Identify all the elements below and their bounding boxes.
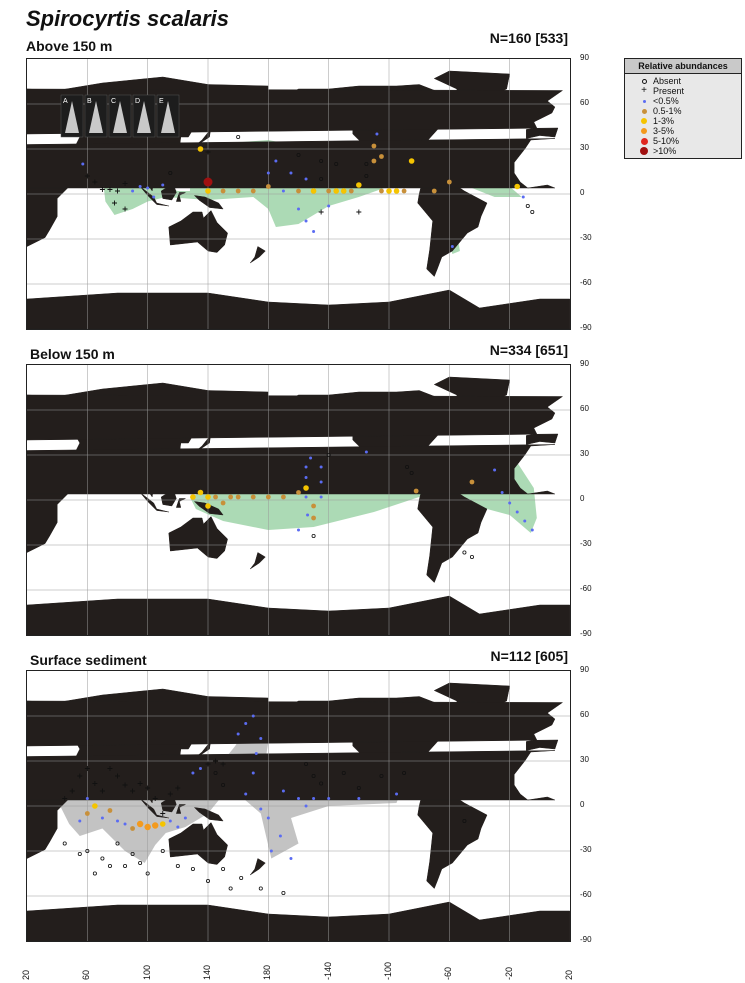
sample-abundance [333, 188, 339, 194]
lon-tick-label: 20 [564, 969, 574, 980]
sample-abundance [372, 144, 377, 149]
sample-abundance [152, 822, 158, 828]
lat-tick-label: 60 [580, 404, 589, 413]
dot-icon [639, 109, 649, 114]
map-surface-sediment [26, 670, 571, 942]
sample-abundance [289, 857, 292, 860]
sample-abundance [356, 182, 362, 188]
sample-abundance [447, 180, 452, 185]
sample-abundance [124, 823, 127, 826]
sample-abundance [279, 835, 282, 838]
lat-tick-label: -90 [580, 323, 592, 332]
sample-abundance [161, 184, 164, 187]
lon-tick-label: 140 [202, 964, 212, 980]
lat-tick-label: 30 [580, 449, 589, 458]
sample-abundance [305, 805, 308, 808]
sample-abundance [402, 189, 407, 194]
sample-abundance [303, 485, 309, 491]
dot-icon [639, 128, 649, 134]
specimen-label: E [159, 98, 164, 105]
sample-abundance [92, 803, 98, 809]
sample-abundance [267, 817, 270, 820]
sample-abundance [501, 491, 504, 494]
lon-tick-label: 180 [262, 964, 273, 980]
sample-abundance [451, 245, 454, 248]
sample-abundance [259, 808, 262, 811]
lat-tick-label: 30 [580, 755, 589, 764]
sample-abundance [236, 495, 241, 500]
sample-abundance [297, 529, 300, 532]
sample-abundance [252, 715, 255, 718]
dot-icon [639, 100, 649, 103]
sample-abundance [244, 793, 247, 796]
sample-abundance [326, 189, 331, 194]
dot-icon [639, 147, 649, 155]
sample-abundance [160, 821, 166, 827]
sample-abundance [470, 480, 475, 485]
sample-abundance [130, 826, 135, 831]
lon-tick-label: -20 [503, 966, 514, 980]
sample-abundance [493, 469, 496, 472]
sample-abundance [516, 511, 519, 514]
sample-abundance [131, 190, 134, 193]
sample-abundance [198, 146, 204, 152]
legend-item [625, 126, 741, 136]
lat-tick-label: 0 [580, 188, 585, 197]
lat-tick-label: 90 [580, 665, 589, 674]
lat-tick-label: -30 [580, 233, 592, 242]
sample-abundance [311, 516, 316, 521]
lat-tick-label: -30 [580, 539, 592, 548]
sample-abundance [152, 196, 155, 199]
lat-tick-label: -60 [580, 278, 592, 287]
sample-abundance [531, 529, 534, 532]
sample-abundance [297, 208, 300, 211]
sample-abundance [221, 501, 226, 506]
sample-abundance [327, 797, 330, 800]
sample-abundance [379, 154, 384, 159]
sample-abundance [169, 820, 172, 823]
sample-abundance [327, 205, 330, 208]
sample-abundance [199, 767, 202, 770]
sample-abundance [205, 494, 211, 500]
sample-abundance [190, 494, 196, 500]
sample-abundance [379, 189, 384, 194]
legend-item [625, 106, 741, 116]
lon-tick-label: 20 [21, 969, 31, 980]
sample-abundance [305, 496, 308, 499]
sample-abundance [228, 495, 233, 500]
sample-abundance [281, 495, 286, 500]
sample-abundance [267, 172, 270, 175]
sample-abundance [236, 189, 241, 194]
lon-tick-label: -60 [443, 966, 454, 980]
specimen-inset [61, 95, 179, 137]
sample-abundance [101, 817, 104, 820]
lon-tick-label: 60 [81, 969, 92, 980]
sample-abundance [305, 220, 308, 223]
sample-abundance [137, 821, 143, 827]
sample-abundance [176, 826, 179, 829]
land-west-africa [27, 751, 555, 801]
lat-tick-label: 0 [580, 800, 585, 809]
sample-abundance [282, 190, 285, 193]
lat-tick-label: 60 [580, 98, 589, 107]
lon-tick-label: -100 [383, 961, 393, 980]
sample-abundance [312, 230, 315, 233]
sample-abundance [184, 817, 187, 820]
sample-abundance [78, 820, 81, 823]
sample-abundance [198, 490, 204, 496]
legend-item [625, 96, 741, 106]
sample-abundance [414, 489, 419, 494]
lat-tick-label: -30 [580, 845, 592, 854]
sample-abundance [244, 722, 247, 725]
sample-abundance [311, 504, 316, 509]
sample-abundance [375, 133, 378, 136]
legend-item-label: Present [653, 86, 685, 96]
specimen-label: B [87, 98, 92, 105]
sample-abundance [297, 797, 300, 800]
lat-tick-label: 90 [580, 53, 589, 62]
open-circle-icon [639, 79, 649, 84]
lat-tick-label: -60 [580, 584, 592, 593]
sample-abundance [357, 797, 360, 800]
sample-abundance [255, 752, 258, 755]
legend-item [625, 86, 741, 96]
map-above-150m [26, 58, 571, 330]
sample-abundance [296, 189, 301, 194]
sample-abundance [237, 733, 240, 736]
sample-abundance [386, 188, 392, 194]
lat-tick-label: 90 [580, 359, 589, 368]
specimen-label: D [135, 98, 141, 105]
sample-abundance [514, 184, 520, 190]
panel-label-sediment: Surface sediment [30, 652, 147, 668]
panel-label-below: Below 150 m [30, 346, 115, 362]
figure-title: Spirocyrtis scalaris [26, 6, 230, 31]
land-west-africa [27, 445, 555, 495]
lat-tick-label: -60 [580, 890, 592, 899]
sample-abundance [108, 808, 113, 813]
legend-item-label: Absent [653, 76, 682, 86]
sample-abundance [523, 520, 526, 523]
sample-abundance [508, 502, 511, 505]
sample-abundance [320, 496, 323, 499]
sample-abundance [305, 476, 308, 479]
sample-abundance [139, 185, 142, 188]
lon-tick-label: 100 [141, 964, 152, 980]
sample-abundance [270, 850, 273, 853]
plus-icon: + [641, 85, 647, 96]
sample-abundance [266, 495, 271, 500]
sample-abundance [395, 793, 398, 796]
sample-abundance [320, 466, 323, 469]
land-west-africa [27, 139, 555, 189]
panel-label-above: Above 150 m [26, 38, 113, 54]
legend-item [625, 136, 741, 146]
lat-tick-label: 0 [580, 494, 585, 503]
panel-count-below: N=334 [651] [489, 342, 568, 358]
sample-abundance [312, 797, 315, 800]
panel-count-sediment: N=112 [605] [490, 648, 568, 664]
sample-abundance [282, 790, 285, 793]
panel-count-above: N=160 [533] [489, 30, 568, 46]
sample-abundance [144, 824, 150, 830]
specimen-label: C [111, 98, 117, 105]
dot-icon [639, 118, 649, 124]
sample-abundance [213, 495, 218, 500]
sample-abundance [266, 184, 271, 189]
sample-abundance [409, 158, 415, 164]
sample-abundance [259, 737, 262, 740]
sample-abundance [81, 163, 84, 166]
sample-abundance [221, 189, 226, 194]
legend-item [625, 146, 741, 156]
legend-item-label: <0.5% [653, 96, 679, 106]
sample-abundance [305, 178, 308, 181]
sample-abundance [85, 811, 90, 816]
sample-abundance [251, 189, 256, 194]
sample-abundance [365, 451, 368, 454]
legend-item-label: 5-10% [653, 136, 680, 146]
legend-title: Relative abundances [625, 59, 741, 74]
sample-abundance [311, 188, 317, 194]
sample-abundance [204, 178, 213, 187]
legend-item-label: 1-3% [653, 116, 675, 126]
sample-abundance [252, 772, 255, 775]
sample-abundance [251, 495, 256, 500]
sample-abundance [341, 188, 347, 194]
map-below-150m [26, 364, 571, 636]
legend-item-label: 0.5-1% [653, 106, 682, 116]
lat-tick-label: -90 [580, 935, 592, 944]
sample-abundance [146, 187, 149, 190]
lat-tick-label: 60 [580, 710, 589, 719]
sample-abundance [86, 797, 89, 800]
sample-abundance [320, 481, 323, 484]
sample-abundance [349, 189, 354, 194]
dot-icon [639, 138, 649, 145]
legend-item-label: 3-5% [653, 126, 675, 136]
lat-tick-label: 30 [580, 143, 589, 152]
sample-abundance [205, 503, 211, 509]
specimen-label: A [63, 98, 68, 105]
legend [624, 58, 742, 159]
lat-tick-label: -90 [580, 629, 592, 638]
sample-abundance [116, 820, 119, 823]
sample-abundance [296, 490, 301, 495]
sample-abundance [309, 457, 312, 460]
lon-tick-label: -140 [322, 961, 333, 980]
sample-abundance [394, 188, 400, 194]
sample-abundance [522, 196, 525, 199]
sample-abundance [306, 514, 309, 517]
sample-abundance [289, 172, 292, 175]
sample-abundance [191, 772, 194, 775]
sample-abundance [372, 159, 377, 164]
sample-abundance [274, 160, 277, 163]
sample-abundance [432, 189, 437, 194]
legend-item-label: >10% [653, 146, 677, 156]
sample-abundance [205, 188, 211, 194]
sample-abundance [305, 466, 308, 469]
legend-item [625, 116, 741, 126]
